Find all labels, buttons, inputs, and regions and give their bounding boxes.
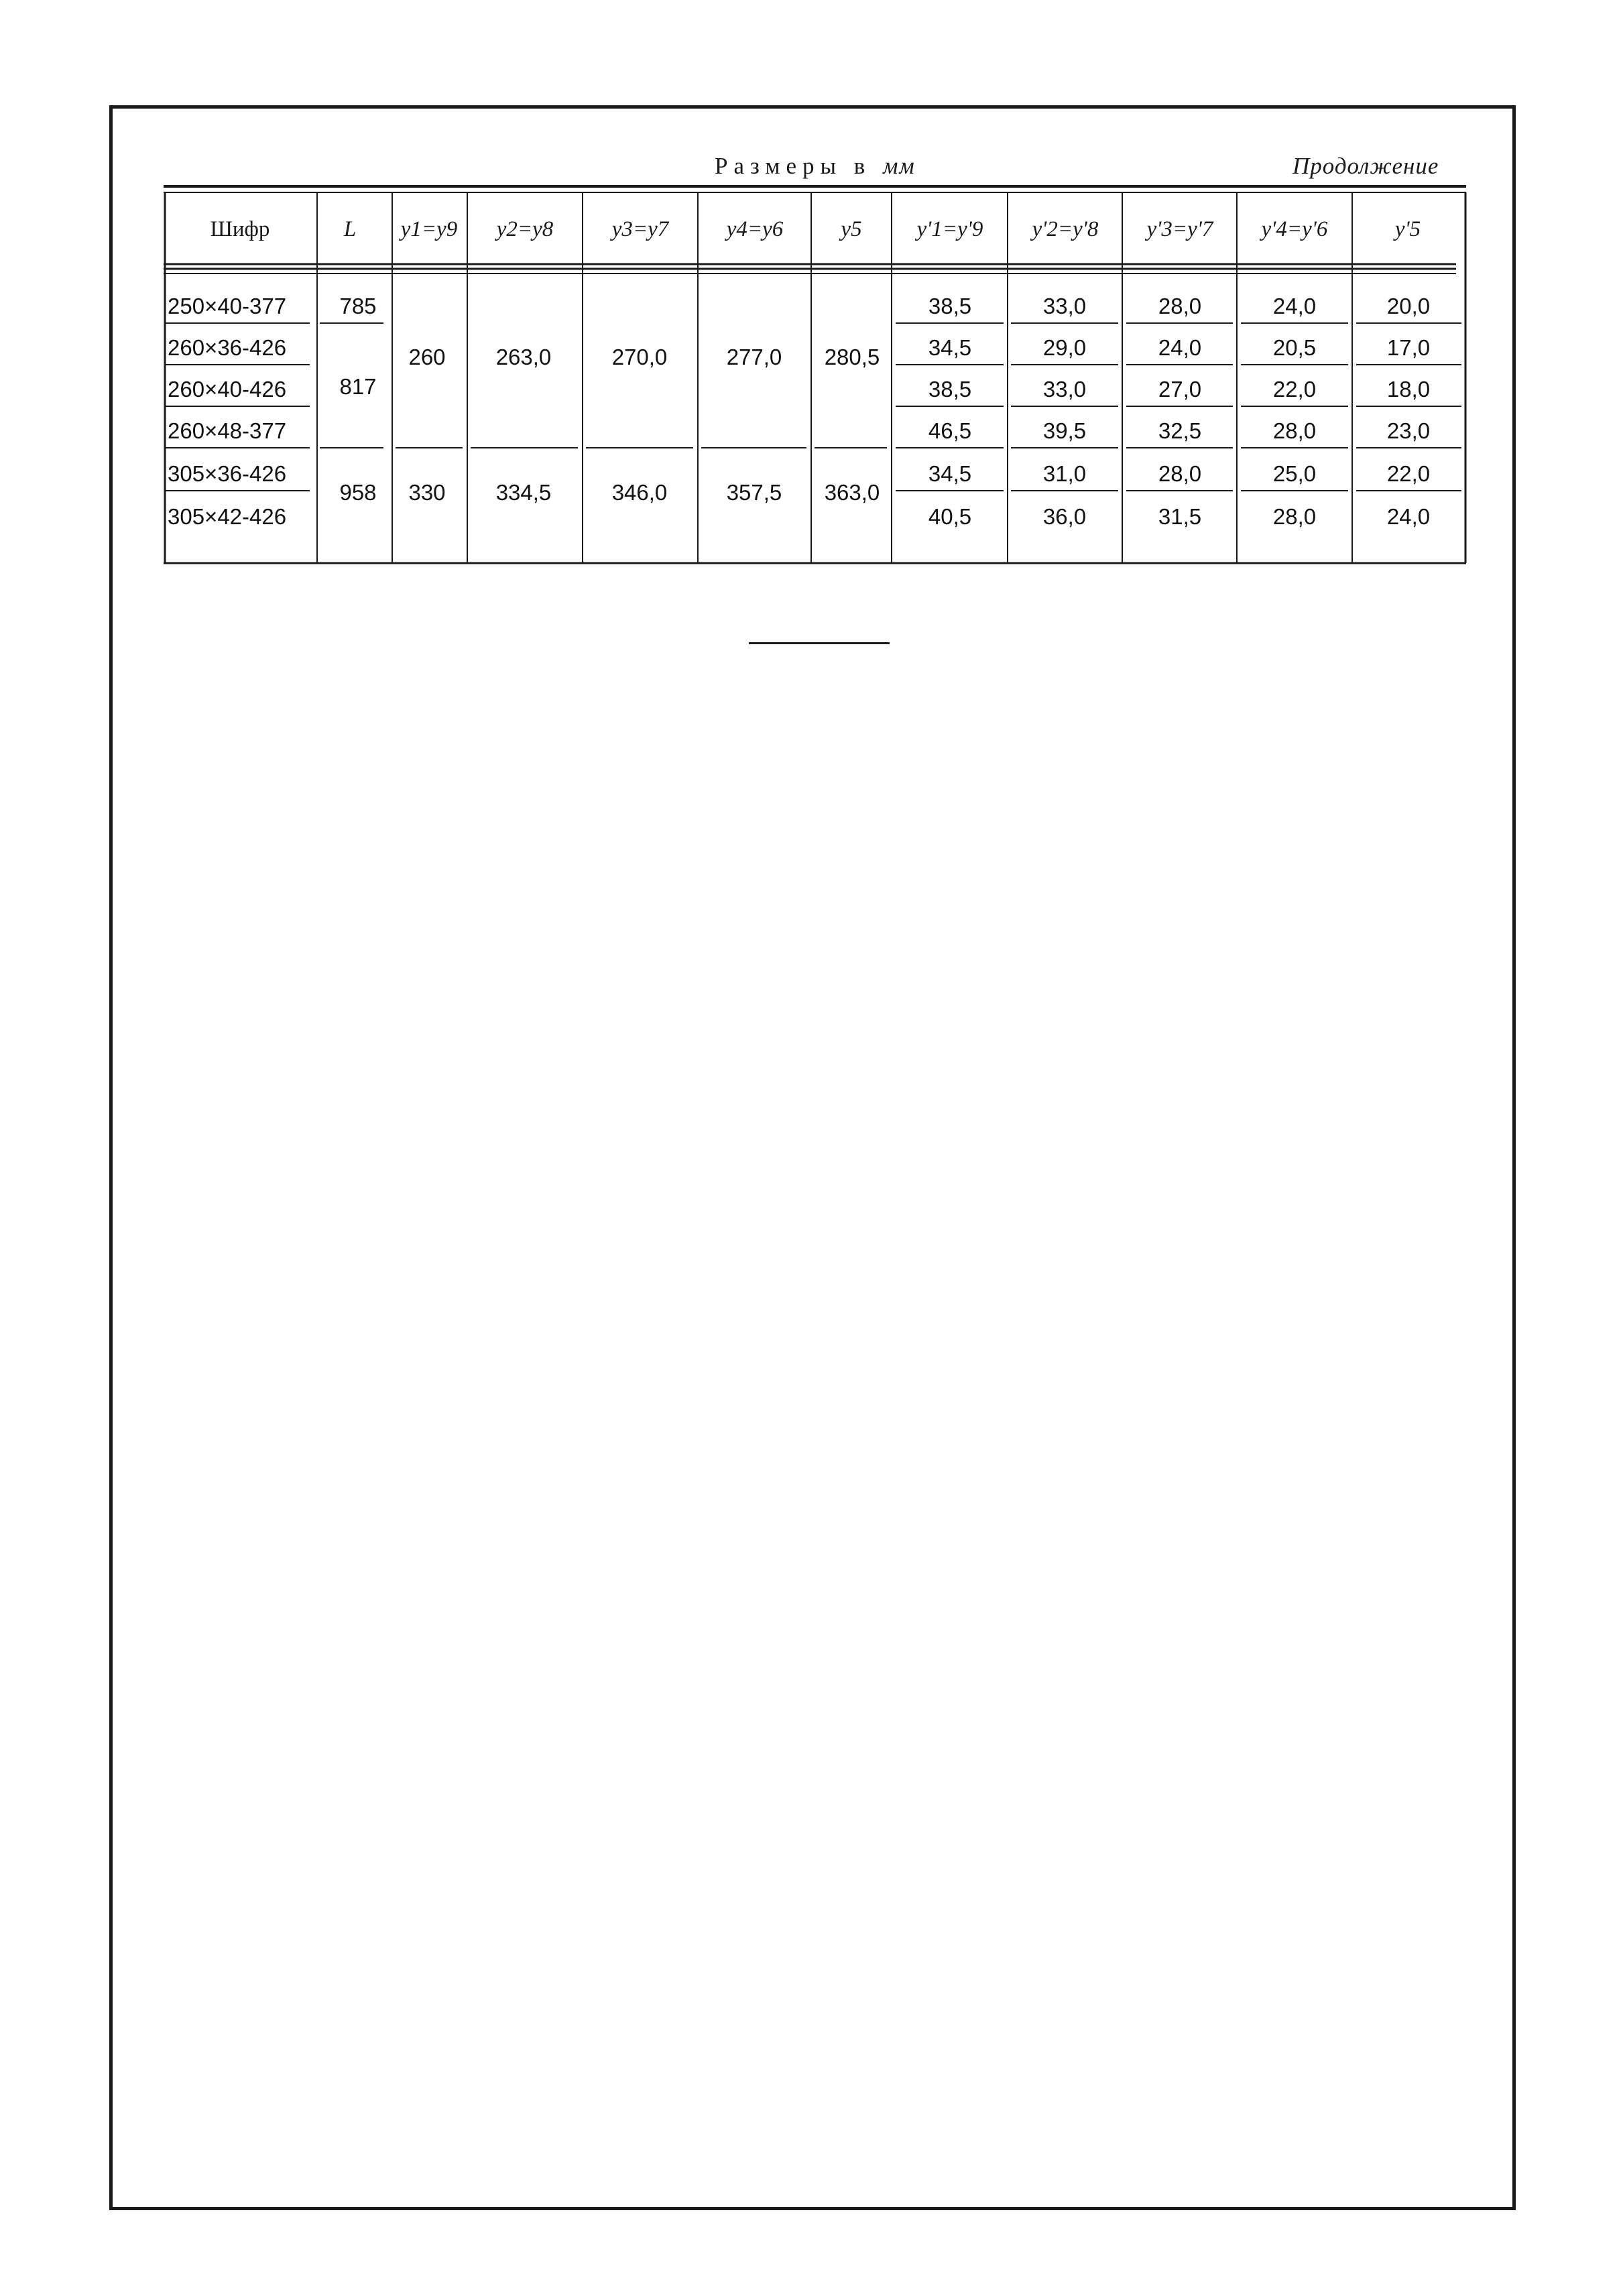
header-y3-y7: y3=y7	[611, 217, 669, 241]
value-cell: 18,0	[1386, 377, 1431, 402]
header-y3p-y7p: y'3=y'7	[1146, 217, 1213, 241]
value-cell: 22,0	[1272, 377, 1317, 402]
y4-cell: 277,0	[726, 345, 782, 369]
header-y5p: y'5	[1394, 217, 1421, 241]
value-cell: 34,5	[928, 461, 972, 486]
primed-values	[928, 294, 1430, 529]
continuation-caption: Продолжение	[1293, 153, 1439, 179]
value-cell: 33,0	[1042, 377, 1087, 402]
code-cell: 260×36-426	[168, 335, 287, 360]
code-cell: 260×48-377	[168, 418, 287, 443]
value-cell: 25,0	[1272, 461, 1317, 486]
L-cell: 958	[339, 480, 377, 505]
value-cell: 40,5	[928, 504, 972, 529]
value-cell: 39,5	[1042, 418, 1087, 443]
value-cell: 38,5	[928, 294, 972, 318]
header-y1-y9: y1=y9	[400, 217, 458, 241]
y5-cell: 363,0	[824, 480, 880, 505]
y1-cell: 330	[408, 480, 446, 505]
y2-cell: 334,5	[495, 480, 552, 505]
header-y2-y8: y2=y8	[496, 217, 554, 241]
header-y2p-y8p: y'2=y'8	[1032, 217, 1099, 241]
value-cell: 33,0	[1042, 294, 1087, 318]
code-cell: 250×40-377	[168, 294, 287, 318]
code-cell: 260×40-426	[168, 377, 287, 402]
value-cell: 34,5	[928, 335, 972, 360]
value-cell: 20,5	[1272, 335, 1317, 360]
value-cell: 28,0	[1272, 504, 1317, 529]
y3-cell: 346,0	[611, 480, 668, 505]
value-cell: 36,0	[1042, 504, 1087, 529]
L-cell: 785	[339, 294, 377, 318]
value-cell: 38,5	[928, 377, 972, 402]
value-cell: 17,0	[1386, 335, 1431, 360]
header-y4p-y6p: y'4=y'6	[1261, 217, 1328, 241]
y3-cell: 270,0	[611, 345, 668, 369]
code-cell: 305×42-426	[168, 504, 287, 529]
header-code: Шифр	[210, 217, 270, 241]
value-cell: 22,0	[1386, 461, 1431, 486]
value-cell: 31,0	[1042, 461, 1087, 486]
y4-cell: 357,5	[726, 480, 782, 505]
value-cell: 24,0	[1272, 294, 1317, 318]
value-cell: 29,0	[1042, 335, 1087, 360]
y2-cell: 263,0	[495, 345, 552, 369]
y5-cell: 280,5	[824, 345, 880, 369]
value-cell: 28,0	[1158, 294, 1202, 318]
units-caption-unit: мм	[883, 153, 916, 179]
value-cell: 28,0	[1272, 418, 1317, 443]
value-cell: 27,0	[1158, 377, 1202, 402]
value-cell: 23,0	[1386, 418, 1431, 443]
header-y5: y5	[841, 217, 862, 241]
header-y1p-y9p: y'1=y'9	[916, 217, 983, 241]
value-cell: 28,0	[1158, 461, 1202, 486]
value-cell: 24,0	[1158, 335, 1202, 360]
L-cell: 817	[339, 374, 377, 399]
end-of-table-rule	[749, 642, 890, 644]
value-cell: 31,5	[1158, 504, 1202, 529]
code-cell: 305×36-426	[168, 461, 287, 486]
value-cell: 20,0	[1386, 294, 1431, 318]
units-caption-prefix: Размеры в	[715, 153, 871, 179]
value-cell: 32,5	[1158, 418, 1202, 443]
header-L: L	[343, 217, 357, 241]
y1-cell: 260	[408, 345, 446, 369]
header-y4-y6: y4=y6	[726, 217, 784, 241]
value-cell: 24,0	[1386, 504, 1431, 529]
value-cell: 46,5	[928, 418, 972, 443]
